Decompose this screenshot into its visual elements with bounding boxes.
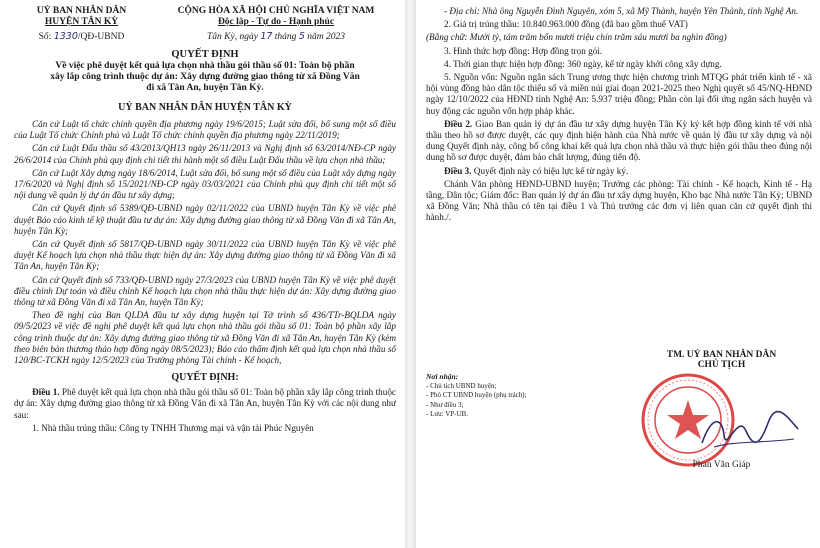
national-title xyxy=(156,6,396,28)
national-motto: Độc lập - Tự do - Hạnh phúc xyxy=(217,17,335,27)
handwritten-number: 1330 xyxy=(53,31,78,42)
recipient-item: - Như điều 3; xyxy=(426,400,464,409)
recipients-list xyxy=(426,372,596,420)
article-1-item-3: 3. Hình thức hợp đồng: Hợp đồng trọn gói. xyxy=(444,45,603,56)
article-1-item-5: 5. Nguồn vốn: Nguồn ngân sách Trung ương thực hiện chương trình MTQG phát triển kinh tế - xã hội vùng đồng bào dân tộc thiểu số và miền núi giai đoạn 2021-2025 theo Nghị quyết số 45/NQ-HĐND ngày 12/10/2022 của HĐND tỉnh Nghệ An: 5.937 triệu đồng; Phần còn lại đối ứng ngân sách huyện và huy động các nguồn vốn hợp pháp khác. xyxy=(426,72,812,116)
handwritten-month: 5 xyxy=(298,31,305,42)
page-gutter xyxy=(405,0,416,548)
left-page xyxy=(0,0,405,548)
article-1-item-2: 2. Giá trị trúng thầu: 10.840.963.000 đồng (đã bao gồm thuế VAT) xyxy=(444,19,688,30)
legal-basis: Căn cứ Quyết định số 733/QĐ-UBND ngày 27/3/2023 của UBND huyện Tân Kỳ về việc phê duyệt điều chỉnh Dự toán và điều chỉnh Kế hoạch lựa chọn nhà thầu thực hiện dự án: Xây dựng đường giao thông từ xã Đồng Văn đi xã Tân An, huyện Tân Kỳ; xyxy=(14,274,396,308)
country-name: CỘNG HÒA XÃ HỘI CHỦ NGHĨA VIỆT NAM xyxy=(177,6,375,16)
article-1: Điều 1. Phê duyệt kết quả lựa chọn nhà thầu gói thầu số 01: Toàn bộ phần xây lắp công trình thuộc dự án: Xây dựng đường giao thông từ xã Đồng Văn đi xã Tân An, huyện Tân Kỳ với các nội dung như sau: xyxy=(14,387,397,420)
article-2: Điều 2. Giao Ban quản lý dự án đầu tư xây dựng huyện Tân Kỳ ký kết hợp đồng kinh tế với nhà thầu theo hồ sơ được duyệt, các quy định hiện hành của Nhà nước về quản lý đầu tư xây dựng và nội dung Quyết định này, công bố công khai kết quả lựa chọn nhà thầu và thực hiện gói thầu theo đúng nội dung hồ sơ được duyệt, đảm bảo chất lượng, đúng tiến độ. xyxy=(426,118,813,163)
decision-heading: QUYẾT ĐỊNH: xyxy=(171,372,239,384)
legal-basis: Căn cứ Quyết định số 5817/QĐ-UBND ngày 30/11/2022 của UBND huyện Tân Kỳ về việc phê duyệt Kế hoạch lựa chọn nhà thầu thực hiện dự án: Xây dựng đường giao thông từ xã Đồng Văn đi xã Tân An, huyện Tân Kỳ; xyxy=(14,239,396,272)
article-3: Điều 3. Quyết định này có hiệu lực kể từ ngày ký. xyxy=(444,165,629,176)
recipients-heading: Nơi nhận: xyxy=(426,372,459,381)
article-3-implementation: Chánh Văn phòng HĐND-UBND huyện; Trưởng các phòng: Tài chính - Kế hoạch, Kinh tế - Hạ tầng, Dân tộc; Giám đốc: Ban quản lý dự án đầu tư xây dựng huyện, Kho bạc Nhà nước Tân Kỳ; UBND xã Đồng Văn; Nhà thầu có tên tại điều 1 và Thủ trưởng các đơn vị liên quan căn cứ quyết định thi hành./. xyxy=(426,178,812,223)
legal-basis: Căn cứ Luật Xây dựng ngày 18/6/2014, Luật sửa đổi, bổ sung một số điều của Luật xây dựng ngày 17/6/2020 và Nghị định số 15/2021/NĐ-CP ngày 03/03/2021 của Chính phủ quy định chi tiết một số nội dung về quản lý dự án đầu tư xây dựng; xyxy=(14,167,396,201)
place-and-date: Tân Kỳ, ngày 17 tháng 5 năm 2023 xyxy=(207,31,345,42)
legal-basis: Theo đề nghị của Ban QLDA đầu tư xây dựng huyện tại Tờ trình số 436/TTr-BQLDA ngày 09/5/2023 về việc đề nghị phê duyệt kết quả lựa chọn nhà thầu gói thầu số 01: Toàn bộ phần xây lắp công trình thuộc dự án: Xây dựng đường giao thông từ xã Đồng Văn đi xã Tân An, huyện Tân Kỳ (kèm theo biên bản thương thảo hợp đồng ngày 08/5/2023); Báo cáo thẩm định kết quả lựa chọn nhà thầu số 120/BC-TCKH ngày 12/5/2023 của Trưởng phòng Tài chính - Kế hoạch, xyxy=(14,310,396,366)
article-1-item-1: 1. Nhà thầu trúng thầu: Công ty TNHH Thương mại và vận tải Phúc Nguyên xyxy=(32,422,314,433)
signer-title-2: CHỦ TỊCH xyxy=(697,360,746,370)
org-line-2: HUYỆN TÂN KỲ xyxy=(44,17,119,27)
issuing-authority xyxy=(14,6,149,28)
recipient-item: - Phó CT UBND huyện (phụ trách); xyxy=(426,391,527,399)
contractor-address: - Địa chỉ: Nhà ông Nguyễn Đình Nguyên, xóm 5, xã Mỹ Thành, huyện Yên Thành, tỉnh Nghệ An. xyxy=(444,6,799,16)
org-line-1: UỶ BAN NHÂN DÂN xyxy=(36,6,127,16)
signer-title-1: TM. UỶ BAN NHÂN DÂN xyxy=(666,350,777,360)
signer-name: Phan Văn Giáp xyxy=(692,460,751,470)
right-page xyxy=(416,0,820,548)
legal-basis: Căn cứ Quyết định số 5389/QĐ-UBND ngày 02/11/2022 của UBND huyện Tân Kỳ về việc phê duyệt Báo cáo kinh tế kỹ thuật đầu tư dự án: Xây dựng đường giao thông từ xã Đồng Văn đi xã Tân An, huyện Tân Kỳ; xyxy=(14,203,396,236)
legal-basis: Căn cứ Luật tổ chức chính quyền địa phương ngày 19/6/2015; Luật sửa đổi, bổ sung một số điều của Luật Tổ chức Chính phủ và Luật Tổ chức chính quyền địa phương ngày 22/11/2019; xyxy=(14,119,396,141)
legal-basis: Căn cứ Luật Đấu thầu số 43/2013/QH13 ngày 26/11/2013 và Nghị định số 63/2014/NĐ-CP ngày 26/6/2014 của Chính phủ quy định chi tiết thi hành một số điều Luật Đấu thầu về lựa chọn nhà thầu; xyxy=(14,143,396,165)
amount-in-words: (Bằng chữ: Mười tỷ, tám trăm bốn mươi triệu chín trăm sáu mươi ba nghìn đồng) xyxy=(426,32,727,43)
document-number: Số: 1330/QĐ-UBND xyxy=(38,31,125,42)
recipient-item: - Lưu: VP-UB. xyxy=(426,410,468,418)
handwritten-signature-icon xyxy=(694,405,804,455)
document-title: QUYẾT ĐỊNH xyxy=(171,49,239,60)
document-subject: Về việc phê duyệt kết quả lựa chọn nhà thầu gói thầu số 01: Toàn bộ phần xây lắp công trình thuộc dự án: Xây dựng đường giao thông từ xã Đồng Văn đi xã Tân An, huyện Tân Kỳ. xyxy=(50,61,360,93)
signature-block xyxy=(634,350,809,470)
article-1-item-4: 4. Thời gian thực hiện hợp đồng: 360 ngày, kể từ ngày khởi công xây dựng. xyxy=(444,58,722,69)
handwritten-day: 17 xyxy=(260,31,273,42)
recipient-item: - Chủ tịch UBND huyện; xyxy=(426,381,497,390)
document-header xyxy=(14,6,396,28)
authority-heading: UỶ BAN NHÂN DÂN HUYỆN TÂN KỲ xyxy=(118,102,292,113)
